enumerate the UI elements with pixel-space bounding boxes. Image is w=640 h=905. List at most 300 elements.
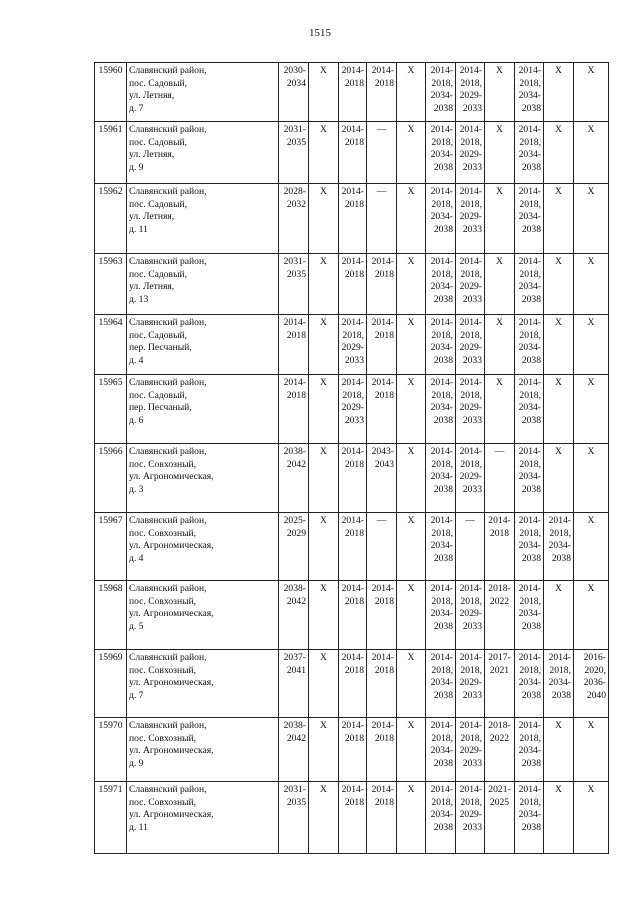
cell-value: 2014- 2018 — [371, 256, 394, 280]
cell-value: 2031- 2035 — [283, 256, 306, 280]
cell-col-10 — [485, 650, 515, 718]
cell-col-9 — [456, 375, 485, 444]
cell-value: X — [407, 317, 415, 328]
cell-col-6 — [367, 718, 397, 782]
cell-value: 2014- 2018, 2034- 2038 — [518, 377, 541, 426]
cell-value: 2014- 2018, 2034- 2038 — [518, 515, 541, 564]
cell-value: 2014- 2018 — [371, 65, 394, 89]
cell-value: 2031- 2035 — [283, 124, 306, 148]
cell-col-8 — [426, 718, 456, 782]
cell-value: 2014- 2018, 2034- 2038 — [430, 784, 453, 833]
cell-col-3 — [279, 184, 309, 254]
cell-value: 2014- 2018, 2034- 2038 — [518, 186, 541, 235]
cell-value: 2014- 2018 — [341, 515, 364, 539]
row-id: 15960 — [95, 63, 127, 122]
cell-value: X — [320, 446, 327, 457]
cell-col-10 — [485, 444, 515, 513]
cell-col-9 — [456, 315, 485, 375]
cell-value: 2014- 2018, 2029- 2033 — [341, 317, 364, 366]
row-id: 15971 — [95, 782, 127, 854]
cell-value: X — [496, 256, 503, 267]
cell-value: — — [376, 186, 387, 197]
cell-col-4 — [309, 782, 339, 854]
cell-col-3 — [279, 315, 309, 375]
cell-value: — — [376, 124, 387, 135]
cell-value: X — [555, 65, 562, 76]
cell-col-7 — [397, 444, 426, 513]
row-address: Славянский район, пос. Совхозный, ул. Агрономическая, д. 11 — [127, 782, 279, 854]
cell-col-8 — [426, 581, 456, 650]
cell-value: 2038- 2042 — [283, 583, 306, 607]
cell-value: 2014- 2018, 2029- 2033 — [459, 446, 482, 495]
cell-value: — — [494, 446, 505, 457]
cell-col-12 — [544, 375, 574, 444]
row-address: Славянский район, пос. Садовый, пер. Песчаный, д. 4 — [127, 315, 279, 375]
cell-value: X — [555, 784, 562, 795]
cell-col-9 — [456, 184, 485, 254]
cell-value: 2014- 2018, 2034- 2038 — [430, 515, 453, 564]
cell-col-5 — [339, 184, 367, 254]
cell-value: 2014- 2018, 2034- 2038 — [430, 124, 453, 173]
cell-col-5 — [339, 718, 367, 782]
cell-value: 2014- 2018, 2034- 2038 — [430, 583, 453, 632]
cell-col-7 — [397, 650, 426, 718]
table-row — [95, 184, 609, 254]
cell-value: 2014- 2018, 2034- 2038 — [518, 720, 541, 769]
cell-col-4 — [309, 315, 339, 375]
cell-col-11 — [515, 375, 544, 444]
cell-col-12 — [544, 444, 574, 513]
row-address: Славянский район, пос. Садовый, пер. Песчаный, д. 6 — [127, 375, 279, 444]
cell-col-4 — [309, 63, 339, 122]
cell-col-10 — [485, 315, 515, 375]
cell-col-3 — [279, 782, 309, 854]
cell-col-10 — [485, 254, 515, 315]
cell-col-13 — [574, 375, 609, 444]
cell-col-3 — [279, 650, 309, 718]
cell-value: 2014- 2018, 2029- 2033 — [459, 65, 482, 114]
cell-col-10 — [485, 782, 515, 854]
cell-col-12 — [544, 254, 574, 315]
cell-value: X — [407, 652, 415, 663]
row-id: 15964 — [95, 315, 127, 375]
cell-value: 2038- 2042 — [283, 446, 306, 470]
cell-col-10 — [485, 718, 515, 782]
cell-value: 2014- 2018, 2034- 2038 — [430, 446, 453, 495]
cell-value: 2018- 2022 — [488, 583, 511, 607]
cell-col-10 — [485, 184, 515, 254]
cell-col-3 — [279, 375, 309, 444]
cell-value: 2014- 2018, 2034- 2038 — [518, 65, 541, 114]
cell-value: 2014- 2018 — [341, 784, 364, 808]
row-address: Славянский район, пос. Совхозный, ул. Агрономическая, д. 7 — [127, 650, 279, 718]
cell-col-8 — [426, 513, 456, 581]
cell-col-7 — [397, 718, 426, 782]
cell-col-13 — [574, 718, 609, 782]
cell-col-6 — [367, 63, 397, 122]
cell-col-7 — [397, 581, 426, 650]
cell-value: 2014- 2018 — [371, 317, 394, 341]
cell-value: 2014- 2018, 2034- 2038 — [430, 377, 453, 426]
cell-col-11 — [515, 63, 544, 122]
cell-value: X — [407, 65, 415, 76]
cell-col-3 — [279, 444, 309, 513]
cell-value: — — [376, 515, 387, 526]
row-id: 15968 — [95, 581, 127, 650]
cell-col-7 — [397, 315, 426, 375]
cell-value: X — [555, 186, 562, 197]
cell-value: 2018- 2022 — [488, 720, 511, 744]
cell-value: 2014- 2018, 2029- 2033 — [459, 186, 482, 235]
cell-col-10 — [485, 513, 515, 581]
cell-col-9 — [456, 718, 485, 782]
cell-col-9 — [456, 63, 485, 122]
cell-col-7 — [397, 513, 426, 581]
cell-value: X — [555, 317, 562, 328]
cell-col-5 — [339, 63, 367, 122]
cell-col-6 — [367, 513, 397, 581]
row-address: Славянский район, пос. Совхозный, ул. Агрономическая, д. 9 — [127, 718, 279, 782]
cell-value: X — [407, 515, 415, 526]
cell-col-11 — [515, 184, 544, 254]
cell-value: X — [407, 124, 415, 135]
cell-col-9 — [456, 444, 485, 513]
row-id: 15963 — [95, 254, 127, 315]
cell-col-13 — [574, 650, 609, 718]
row-address: Славянский район, пос. Совхозный, ул. Агрономическая, д. 3 — [127, 444, 279, 513]
table-row — [95, 375, 609, 444]
cell-col-10 — [485, 375, 515, 444]
cell-value: X — [320, 256, 327, 267]
cell-value: 2014- 2018 — [341, 446, 364, 470]
table-row — [95, 581, 609, 650]
row-id: 15966 — [95, 444, 127, 513]
cell-value: X — [587, 583, 595, 594]
cell-value: X — [320, 124, 327, 135]
cell-value: 2014- 2018, 2029- 2033 — [459, 377, 482, 426]
cell-col-7 — [397, 184, 426, 254]
cell-value: 2014- 2018 — [488, 515, 511, 539]
cell-value: 2014- 2018, 2034- 2038 — [430, 652, 453, 701]
cell-col-13 — [574, 581, 609, 650]
cell-value: 2014- 2018 — [283, 377, 306, 401]
cell-col-9 — [456, 513, 485, 581]
cell-value: 2014- 2018 — [341, 720, 364, 744]
cell-col-6 — [367, 650, 397, 718]
cell-value: 2014- 2018, 2034- 2038 — [518, 446, 541, 495]
cell-col-11 — [515, 581, 544, 650]
row-id: 15962 — [95, 184, 127, 254]
cell-value: X — [320, 377, 327, 388]
cell-value: 2014- 2018, 2034- 2038 — [548, 515, 571, 564]
cell-col-5 — [339, 122, 367, 184]
cell-col-12 — [544, 782, 574, 854]
cell-col-6 — [367, 315, 397, 375]
cell-value: X — [555, 720, 562, 731]
cell-value: X — [587, 317, 595, 328]
cell-col-6 — [367, 184, 397, 254]
row-id: 15965 — [95, 375, 127, 444]
cell-col-4 — [309, 184, 339, 254]
cell-col-8 — [426, 122, 456, 184]
cell-value: 2014- 2018, 2034- 2038 — [430, 317, 453, 366]
cell-value: 2021- 2025 — [488, 784, 511, 808]
cell-value: X — [320, 720, 327, 731]
cell-col-5 — [339, 581, 367, 650]
cell-value: 2014- 2018 — [341, 186, 364, 210]
cell-value: 2014- 2018, 2029- 2033 — [459, 317, 482, 366]
cell-value: 2025- 2029 — [283, 515, 306, 539]
table-row — [95, 513, 609, 581]
cell-value: 2014- 2018 — [371, 784, 394, 808]
cell-value: X — [555, 583, 562, 594]
cell-value: 2014- 2018, 2034- 2038 — [518, 124, 541, 173]
cell-value: X — [407, 720, 415, 731]
cell-col-9 — [456, 581, 485, 650]
cell-value: X — [587, 720, 595, 731]
cell-col-13 — [574, 63, 609, 122]
cell-col-6 — [367, 122, 397, 184]
cell-col-13 — [574, 444, 609, 513]
cell-col-5 — [339, 650, 367, 718]
cell-col-12 — [544, 513, 574, 581]
cell-value: X — [587, 446, 595, 457]
cell-col-5 — [339, 513, 367, 581]
table-row — [95, 122, 609, 184]
cell-col-12 — [544, 122, 574, 184]
cell-value: X — [555, 124, 562, 135]
cell-col-4 — [309, 375, 339, 444]
cell-col-8 — [426, 63, 456, 122]
cell-col-9 — [456, 782, 485, 854]
cell-col-12 — [544, 315, 574, 375]
cell-col-5 — [339, 254, 367, 315]
cell-value: X — [407, 256, 415, 267]
cell-value: 2014- 2018, 2034- 2038 — [430, 65, 453, 114]
cell-value: 2014- 2018, 2029- 2033 — [459, 583, 482, 632]
cell-value: 2014- 2018, 2029- 2033 — [459, 124, 482, 173]
cell-col-4 — [309, 650, 339, 718]
cell-value: 2014- 2018, 2034- 2038 — [518, 317, 541, 366]
cell-value: 2014- 2018 — [341, 652, 364, 676]
cell-col-7 — [397, 782, 426, 854]
cell-col-13 — [574, 122, 609, 184]
cell-col-6 — [367, 375, 397, 444]
row-address: Славянский район, пос. Совхозный, ул. Агрономическая, д. 5 — [127, 581, 279, 650]
cell-col-12 — [544, 650, 574, 718]
cell-value: X — [496, 124, 503, 135]
cell-value: X — [496, 186, 503, 197]
cell-col-8 — [426, 254, 456, 315]
cell-col-11 — [515, 718, 544, 782]
cell-value: X — [320, 515, 327, 526]
cell-value: X — [407, 377, 415, 388]
cell-value: 2014- 2018 — [341, 256, 364, 280]
cell-col-5 — [339, 315, 367, 375]
table-row — [95, 254, 609, 315]
cell-col-4 — [309, 718, 339, 782]
cell-col-7 — [397, 63, 426, 122]
cell-value: X — [407, 446, 415, 457]
cell-col-4 — [309, 122, 339, 184]
cell-value: 2014- 2018, 2029- 2033 — [459, 256, 482, 305]
cell-value: X — [587, 256, 595, 267]
cell-col-11 — [515, 444, 544, 513]
cell-value: 2014- 2018, 2029- 2033 — [459, 720, 482, 769]
cell-value: 2014- 2018 — [341, 65, 364, 89]
cell-value: 2014- 2018 — [283, 317, 306, 341]
cell-value: 2017- 2021 — [488, 652, 511, 676]
cell-value: 2014- 2018, 2034- 2038 — [518, 256, 541, 305]
cell-col-10 — [485, 63, 515, 122]
row-address: Славянский район, пос. Садовый, ул. Летняя, д. 9 — [127, 122, 279, 184]
cell-col-3 — [279, 122, 309, 184]
cell-col-13 — [574, 184, 609, 254]
cell-value: X — [320, 65, 327, 76]
cell-value: 2014- 2018 — [341, 124, 364, 148]
table-row — [95, 315, 609, 375]
cell-col-5 — [339, 444, 367, 513]
cell-col-13 — [574, 513, 609, 581]
cell-col-11 — [515, 254, 544, 315]
cell-value: 2014- 2018 — [371, 377, 394, 401]
cell-value: 2031- 2035 — [283, 784, 306, 808]
row-id: 15969 — [95, 650, 127, 718]
table-row — [95, 63, 609, 122]
row-id: 15967 — [95, 513, 127, 581]
cell-value: 2037- 2041 — [283, 652, 306, 676]
cell-col-13 — [574, 782, 609, 854]
cell-col-12 — [544, 581, 574, 650]
cell-col-11 — [515, 315, 544, 375]
cell-value: X — [407, 583, 415, 594]
cell-value: 2014- 2018, 2034- 2038 — [518, 784, 541, 833]
cell-value: X — [555, 256, 562, 267]
cell-col-11 — [515, 650, 544, 718]
cell-col-12 — [544, 184, 574, 254]
table-row — [95, 782, 609, 854]
cell-col-4 — [309, 581, 339, 650]
cell-col-8 — [426, 315, 456, 375]
cell-value: X — [587, 65, 595, 76]
cell-col-6 — [367, 254, 397, 315]
cell-value: 2028- 2032 — [283, 186, 306, 210]
cell-col-3 — [279, 718, 309, 782]
row-address: Славянский район, пос. Садовый, ул. Летняя, д. 11 — [127, 184, 279, 254]
cell-value: 2014- 2018 — [371, 720, 394, 744]
cell-col-12 — [544, 718, 574, 782]
cell-col-8 — [426, 782, 456, 854]
cell-value: 2014- 2018, 2034- 2038 — [430, 186, 453, 235]
cell-col-11 — [515, 782, 544, 854]
page-number: 1515 — [309, 27, 331, 39]
cell-col-7 — [397, 122, 426, 184]
cell-value: X — [496, 317, 503, 328]
cell-value: X — [496, 65, 503, 76]
cell-value: X — [320, 784, 327, 795]
cell-col-4 — [309, 254, 339, 315]
cell-col-9 — [456, 122, 485, 184]
cell-value: 2016- 2020, 2036- 2040 — [583, 652, 606, 701]
cell-value: X — [407, 186, 415, 197]
cell-value: 2014- 2018, 2034- 2038 — [518, 583, 541, 632]
cell-col-7 — [397, 375, 426, 444]
cell-value: X — [587, 377, 595, 388]
cell-col-6 — [367, 444, 397, 513]
cell-col-8 — [426, 650, 456, 718]
cell-value: X — [320, 186, 327, 197]
cell-col-4 — [309, 513, 339, 581]
row-id: 15961 — [95, 122, 127, 184]
cell-value: X — [555, 446, 562, 457]
cell-col-11 — [515, 122, 544, 184]
cell-value: 2014- 2018, 2034- 2038 — [430, 256, 453, 305]
cell-col-13 — [574, 315, 609, 375]
cell-col-7 — [397, 254, 426, 315]
cell-col-3 — [279, 254, 309, 315]
cell-value: 2014- 2018, 2029- 2033 — [459, 652, 482, 701]
cell-value: 2030- 2034 — [283, 65, 306, 89]
cell-value: 2038- 2042 — [283, 720, 306, 744]
cell-value: 2014- 2018 — [341, 583, 364, 607]
cell-col-3 — [279, 581, 309, 650]
cell-col-3 — [279, 63, 309, 122]
table-row — [95, 650, 609, 718]
cell-value: 2014- 2018, 2029- 2033 — [341, 377, 364, 426]
cell-value: X — [407, 784, 415, 795]
cell-col-9 — [456, 650, 485, 718]
cell-value: 2014- 2018, 2034- 2038 — [548, 652, 571, 701]
row-address: Славянский район, пос. Садовый, ул. Летняя, д. 7 — [127, 63, 279, 122]
row-address: Славянский район, пос. Садовый, ул. Летняя, д. 13 — [127, 254, 279, 315]
register-table — [94, 62, 609, 854]
cell-col-6 — [367, 581, 397, 650]
row-id: 15970 — [95, 718, 127, 782]
cell-col-6 — [367, 782, 397, 854]
table-row — [95, 444, 609, 513]
cell-col-5 — [339, 782, 367, 854]
cell-value: X — [320, 317, 327, 328]
cell-col-3 — [279, 513, 309, 581]
cell-col-9 — [456, 254, 485, 315]
cell-value: X — [587, 515, 595, 526]
cell-col-13 — [574, 254, 609, 315]
cell-value: X — [496, 377, 503, 388]
cell-value: X — [320, 583, 327, 594]
cell-col-11 — [515, 513, 544, 581]
cell-value: X — [320, 652, 327, 663]
cell-value: 2043- 2043 — [371, 446, 394, 470]
table-row — [95, 718, 609, 782]
cell-value: 2014- 2018 — [371, 583, 394, 607]
cell-col-4 — [309, 444, 339, 513]
cell-value: 2014- 2018, 2029- 2033 — [459, 784, 482, 833]
cell-col-10 — [485, 581, 515, 650]
cell-value: X — [587, 124, 595, 135]
cell-value: 2014- 2018, 2034- 2038 — [518, 652, 541, 701]
row-address: Славянский район, пос. Совхозный, ул. Агрономическая, д. 4 — [127, 513, 279, 581]
cell-value: X — [555, 377, 562, 388]
cell-col-8 — [426, 375, 456, 444]
cell-value: — — [465, 515, 475, 526]
cell-col-5 — [339, 375, 367, 444]
cell-col-10 — [485, 122, 515, 184]
cell-col-8 — [426, 444, 456, 513]
cell-value: 2014- 2018 — [371, 652, 394, 676]
cell-value: X — [587, 186, 595, 197]
cell-value: X — [587, 784, 595, 795]
cell-col-8 — [426, 184, 456, 254]
